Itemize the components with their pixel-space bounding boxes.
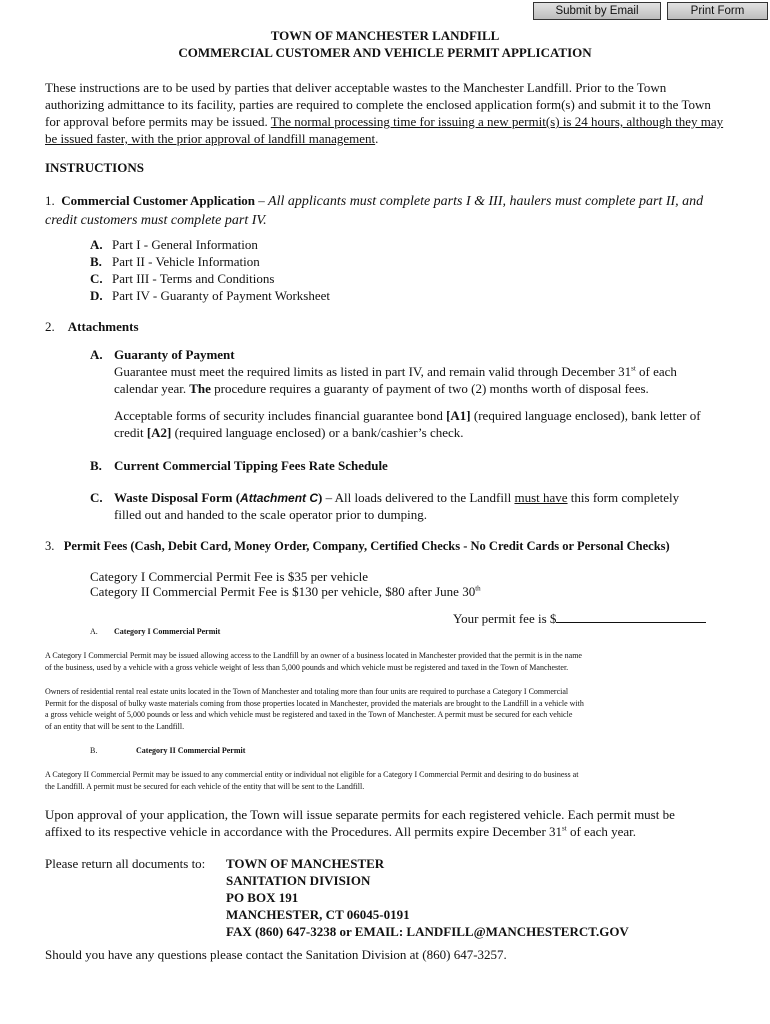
security-text: credit [114,425,147,440]
attachment-b-letter: B. [90,458,102,473]
category-2-heading [90,745,245,757]
paragraph-line: the Landfill. A permit must be secured for each vehicle of the entity that will be sent to the Landfill. [45,781,365,791]
security-line2 [114,424,464,441]
a2-reference: [A2] [146,425,172,440]
ordinal-suffix: st [631,364,636,373]
attachment-c-title-end: ) [318,490,323,505]
must-have-text: must have [514,490,568,505]
permit-fee-field[interactable] [556,610,706,623]
intro-paragraph [45,79,725,147]
fee-category-2-text: Category II Commercial Permit Fee is $130 per vehicle, $80 after June 30 [90,584,476,599]
intro-end: . [375,131,379,146]
submit-by-email-button[interactable]: Submit by Email [533,2,661,20]
item-3-heading [45,539,670,554]
item-2-title: Attachments [67,319,139,334]
paragraph-line: Upon approval of your application, the Town will issue separate permits for each registered vehicle. Each permit must be [45,807,675,822]
paragraph-line: A Category II Commercial Permit may be issued to any commercial entity or individual not eligible for a Category I Commercial Permit and desiring to do business at [45,770,579,779]
part-letter: D. [90,288,103,303]
attachment-b-title: Current Commercial Tipping Fees Rate Schedule [114,458,388,473]
a1-reference: [A1] [446,408,471,423]
part-text: Part III - Terms and Conditions [112,271,275,286]
paragraph-line: Permit for the disposal of bulky waste materials coming from those properties located in Manchester, provided the materials are brought to the Landfill in a vehicle with [45,698,584,708]
item-1-title: Commercial Customer Application [61,193,256,208]
category-1-title: Category I Commercial Permit [114,627,221,636]
paragraph-line: A Category I Commercial Permit may be issued allowing access to the Landfill by an owner of a business located in Manchester provided that the permit is in the name [45,651,582,660]
ordinal-suffix: th [475,584,481,593]
instructions-heading: INSTRUCTIONS [45,160,144,175]
security-text: Acceptable forms of security includes financial guarantee bond [114,408,447,423]
waste-disposal-line2: filled out and handed to the scale operator prior to dumping. [114,507,427,522]
list-item [90,236,330,253]
item-1-text: All applicants must complete parts I & III, haulers must complete part II, and credit customers must complete part IV. [45,194,704,228]
paragraph-line: of an entity that will be sent to the Landfill. [45,721,185,731]
guaranty-heading [90,346,235,363]
item-3-title: Permit Fees (Cash, Debit Card, Money Order, Company, Certified Checks - No Credit Cards or Personal Checks) [63,539,670,553]
processing-time-note: The normal processing time for issuing a new permit(s) is 24 hours, although they may be issued faster, with the prior approval of landfill management [45,114,724,146]
address-line: SANITATION DIVISION [226,873,371,888]
approval-text-end: of each year. [566,824,637,839]
guaranty-text-end: of each [635,364,677,379]
ordinal-suffix: st [562,824,567,833]
attachment-a-title: Guaranty of Payment [114,347,235,362]
category-2-title: Category II Commercial Permit [136,746,246,755]
part-letter: C. [90,271,103,286]
item-2-number: 2. [45,319,55,334]
guaranty-text-line2 [114,380,649,397]
item-1-number: 1. [45,193,55,208]
guaranty-text: Guarantee must meet the required limits as listed in part IV, and remain valid through December 31 [114,364,632,379]
list-item [90,287,330,304]
paragraph-line: of the business, used by a vehicle with a gross vehicle weight of less than 5,000 pounds and which vehicle must be registered and taxed in the Town of Manchester. [45,662,569,672]
paragraph-line [45,823,735,840]
permit-fee-label: Your permit fee is $ [453,611,557,626]
part-letter: A. [90,237,103,252]
waste-disposal-line1 [90,489,679,507]
category-2-letter: B. [90,746,98,755]
paragraph-line: a gross vehicle weight of 5,000 pounds or less and which vehicle must be registered and taxed in the Town of Manchester. A permit must be secured for each vehicle [45,710,573,719]
tipping-fees-heading [90,457,388,474]
fee-category-1: Category I Commercial Permit Fee is $35 per vehicle [90,569,368,584]
intro-text: These instructions are to be used by parties that deliver acceptable wastes to the Manchester Landfill. Prior to the Town authorizing admittance to its facility, parties are required to complete the enclosed application form(s) and submit it to the Town for approval before permits may be issued. [45,80,711,129]
category-1-letter: A. [90,627,98,636]
guaranty-text: calendar year. [114,381,187,396]
permit-fee-row [453,610,706,627]
item-1 [45,192,725,230]
contact-line: Should you have any questions please contact the Sanitation Division at (860) 647-3257. [45,947,507,962]
category-1-paragraph [45,650,735,673]
print-form-button[interactable]: Print Form [667,2,768,20]
list-item [90,253,330,270]
parts-list [90,236,330,304]
category-1-heading [90,626,220,638]
attachment-c-title: Waste Disposal Form ( [114,490,241,505]
waste-disposal-text-end: this form completely [567,490,680,505]
attachment-c-name: Attachment C [240,491,319,505]
waste-disposal-text: – All loads delivered to the Landfill [322,490,515,505]
address-line: MANCHESTER, CT 06045-0191 [226,907,410,922]
attachment-c-letter: C. [90,490,103,505]
part-text: Part II - Vehicle Information [112,254,260,269]
paragraph-line: Owners of residential rental real estate units located in the Town of Manchester and totaling more than four units are required to purchase a Category I Commercial [45,687,569,696]
approval-paragraph [45,806,735,840]
address-line: FAX (860) 647-3238 or EMAIL: LANDFILL@MANCHESTERCT.GOV [226,924,629,939]
header-subtitle: COMMERCIAL CUSTOMER AND VEHICLE PERMIT APPLICATION [178,45,592,60]
header-title: TOWN OF MANCHESTER LANDFILL [270,28,500,43]
approval-text: affixed to its respective vehicle in accordance with the Procedures. All permits expire December 31 [45,824,563,839]
return-label: Please return all documents to: [45,856,206,871]
item-3-number: 3. [45,539,55,553]
category-2-paragraph [45,769,735,792]
item-2-heading [45,318,139,335]
security-line1 [114,407,701,424]
security-text: (required language enclosed), bank letter of [470,408,701,423]
guaranty-text-end: procedure requires a guaranty of payment of two (2) months worth of disposal fees. [210,381,649,396]
part-letter: B. [90,254,102,269]
address-line: TOWN OF MANCHESTER [226,856,385,871]
list-item [90,270,330,287]
fee-category-2 [90,583,481,600]
address-line: PO BOX 191 [226,890,299,905]
part-text: Part I - General Information [112,237,258,252]
guaranty-text-line1 [114,363,677,380]
category-1-rental-paragraph [45,686,735,732]
security-text: (required language enclosed) or a bank/cashier’s check. [171,425,464,440]
part-text: Part IV - Guaranty of Payment Worksheet [112,288,330,303]
item-1-dash: – [255,193,269,208]
return-address [226,855,629,940]
attachment-a-letter: A. [90,347,103,362]
guaranty-text-bold: The [186,381,211,396]
